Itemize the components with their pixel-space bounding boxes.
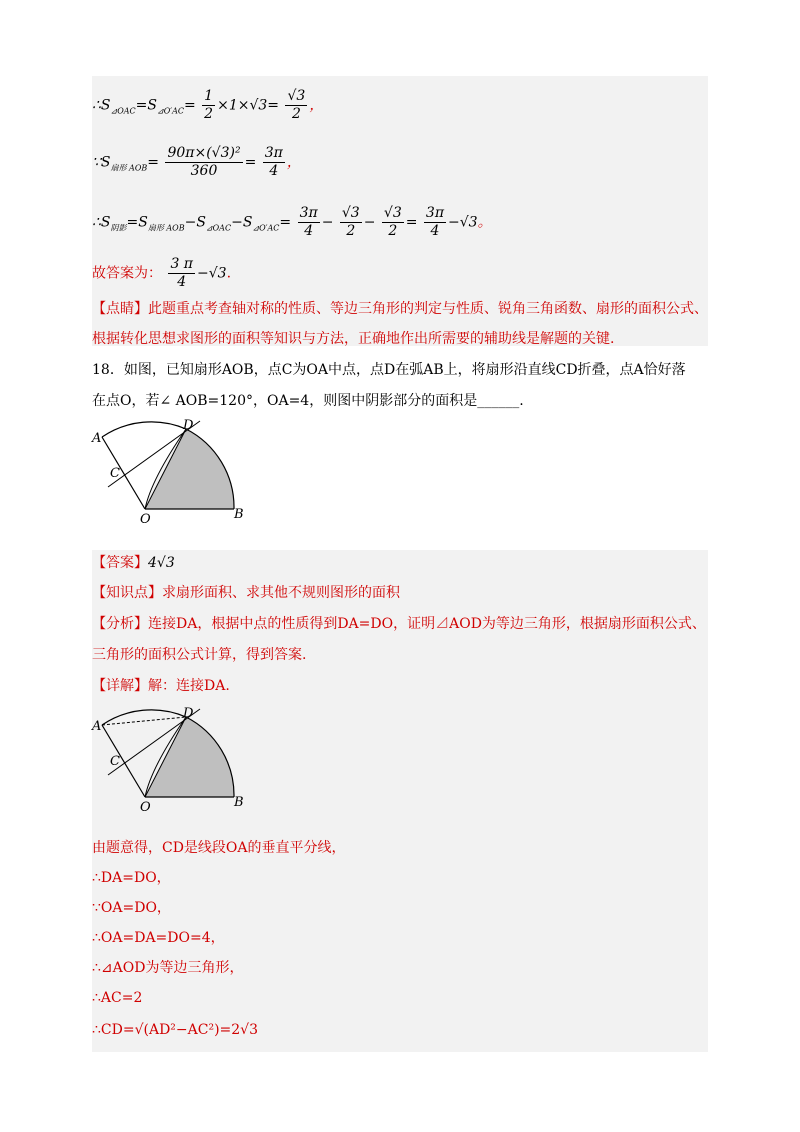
- label-D: D: [183, 418, 194, 433]
- knowledge-line: 【知识点】求扇形面积、求其他不规则图形的面积: [92, 585, 400, 601]
- problem-line-1: 18．如图，已知扇形AOB，点C为OA中点，点D在弧AB上，将扇形沿直线CD折叠，点A恰好落: [92, 362, 686, 378]
- problem-line-2: 在点O，若∠ AOB=120°，OA=4，则图中阴影部分的面积是______.: [92, 393, 524, 409]
- detail-line: 【详解】解：连接DA.: [92, 678, 230, 694]
- label-D-2: D: [183, 706, 194, 721]
- step-7: ∴CD=√(AD²−AC²)=2√3: [92, 1022, 258, 1038]
- comment-line-2: 根据转化思想求图形的面积等知识与方法，正确地作出所需要的辅助线是解题的关键.: [92, 331, 615, 347]
- comment-tag: 【点睛】: [92, 301, 148, 317]
- step-1: 由题意得，CD是线段OA的垂直平分线，: [92, 840, 346, 856]
- formula-sector-area: $\because S_{扇形 AOB}=$ $\frac{\text{90π×(√3)²}}{360}$ = $\frac{3\pi}{4}$ ，: [92, 145, 301, 179]
- answer-line: 【答案】4√3: [92, 555, 175, 571]
- label-C-2: C: [110, 754, 120, 769]
- label-B: B: [234, 507, 244, 522]
- formula-shaded-area: $\therefore S_{阴影}=S_{扇形 AOB}-S_{⊿OAC}-S_{⊿O'AC}=$ $\frac{3\pi}{4}$ − $\frac{√3}{2}$ − $\frac{√3}{2}$ = $\frac{3\pi}{4}$ −√3。: [92, 205, 492, 239]
- formula-area-triangles: $\therefore S_{⊿OAC}=S_{⊿O'AC}=$ $\frac{1}{2}$ ×1×√3= $\frac{√3}{2}$ ，: [92, 88, 324, 122]
- step-5: ∴⊿AOD为等边三角形，: [92, 960, 244, 976]
- previous-answer: 故答案为： $\frac{3 \pi}{4}$ −√3.: [92, 256, 232, 290]
- label-O-2: O: [140, 800, 151, 815]
- label-B-2: B: [234, 795, 244, 810]
- comment-line-1: 【点睛】此题重点考查轴对称的性质、等边三角形的判定与性质、锐角三角函数、扇形的面积公式、: [92, 301, 708, 317]
- label-O: O: [140, 512, 151, 527]
- step-3: ∵OA=DO，: [92, 900, 171, 916]
- label-A: A: [92, 431, 102, 446]
- step-4: ∴OA=DA=DO=4，: [92, 930, 225, 946]
- label-C: C: [110, 466, 120, 481]
- step-6: ∴AC=2: [92, 990, 143, 1006]
- problem-figure: [88, 415, 268, 530]
- step-2: ∴DA=DO，: [92, 870, 171, 886]
- solution-figure: [88, 703, 268, 818]
- label-A-2: A: [92, 719, 102, 734]
- analysis-line-1: 【分析】连接DA，根据中点的性质得到DA=DO，证明⊿AOD为等边三角形，根据扇形面积公式、: [92, 616, 706, 632]
- analysis-line-2: 三角形的面积公式计算，得到答案.: [92, 647, 307, 663]
